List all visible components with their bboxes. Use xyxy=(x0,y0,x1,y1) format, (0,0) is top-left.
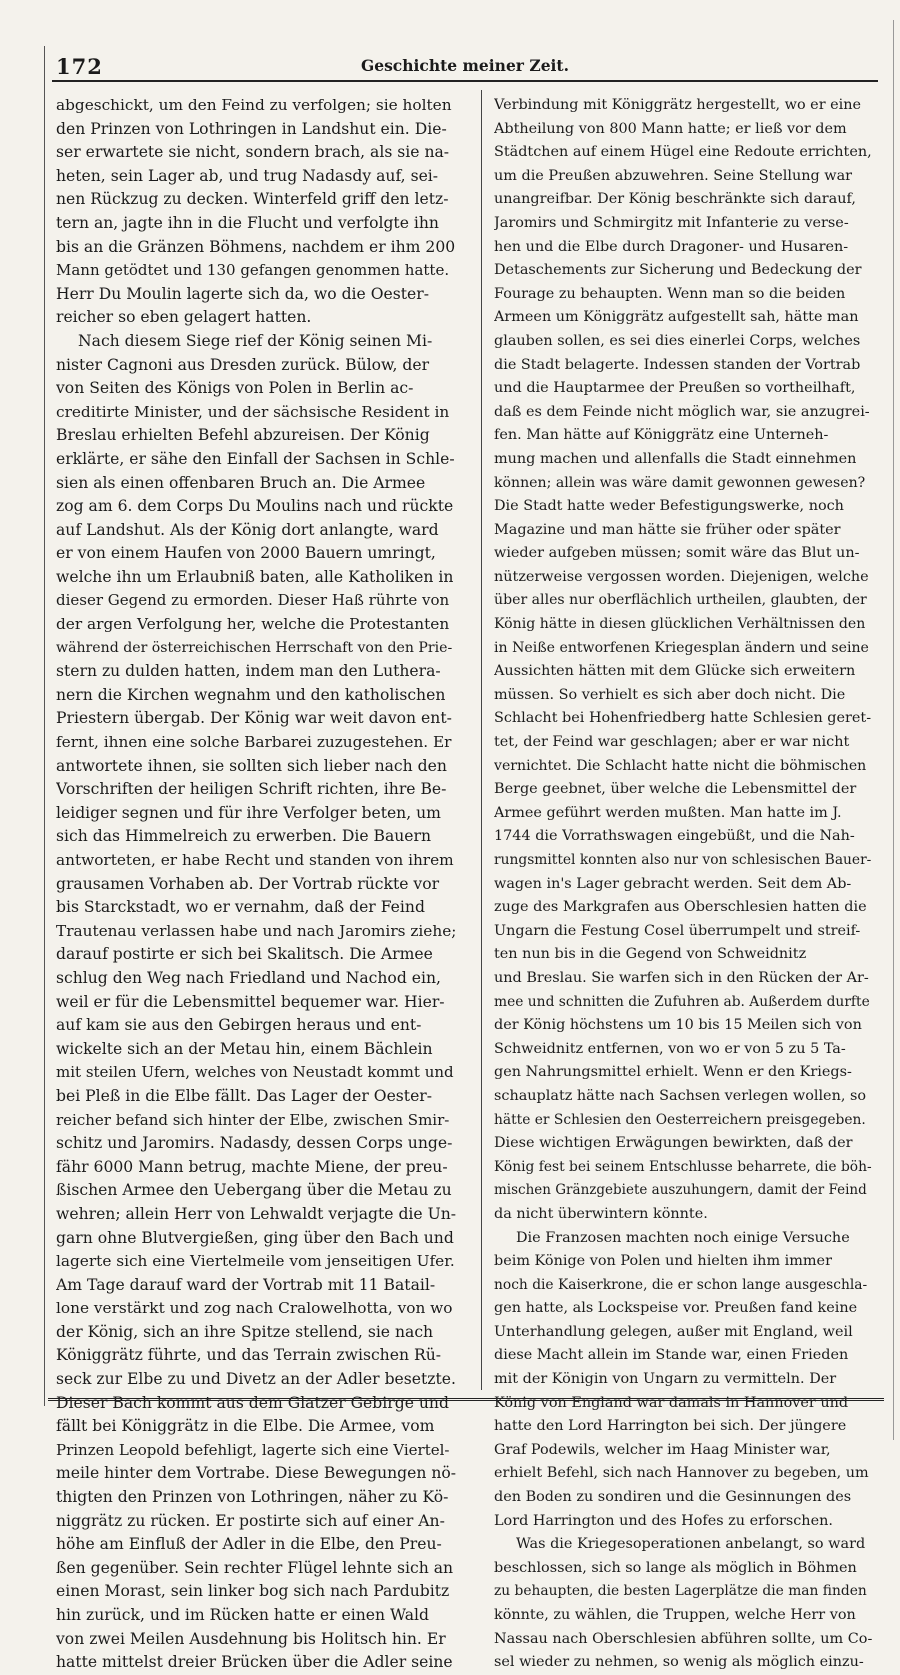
text-line: sien als einen offenbaren Bruch an. Die Armee xyxy=(56,473,426,492)
text-line: Abtheilung von 800 Mann hatte; er ließ vor dem xyxy=(494,120,847,137)
text-line: beim Könige von Polen und hielten ihm immer xyxy=(494,1253,832,1270)
text-line: Mann getödtet und 130 gefangen genommen hatte. xyxy=(56,261,450,280)
text-line: Herr Du Moulin lagerte sich da, wo die Oester- xyxy=(56,284,429,303)
text-line: noch die Kaiserkrone, die er schon lange ausgeschla- xyxy=(494,1276,868,1293)
text-line: Nassau nach Oberschlesien abführen sollte, um Co- xyxy=(494,1630,872,1647)
text-line: vernichtet. Die Schlacht hatte nicht die böhmischen xyxy=(494,757,867,774)
text-line: lone verstärkt und zog nach Cralowelhotta, von wo xyxy=(56,1299,453,1318)
text-line: Schlacht bei Hohenfriedberg hatte Schlesien geret- xyxy=(494,710,872,727)
text-line: den Boden zu sondiren und die Gesinnungen des xyxy=(494,1489,852,1506)
text-line: fällt bei Königgrätz in die Elbe. Die Armee, vom xyxy=(56,1417,435,1436)
text-line: Magazine und man hätte sie früher oder später xyxy=(494,521,841,538)
text-line: König von England war damals in Hannover und xyxy=(494,1394,849,1411)
text-line: daß es dem Feinde nicht möglich war, sie anzugrei- xyxy=(494,403,870,420)
text-line: hatte mittelst dreier Brücken über die Adler seine xyxy=(56,1653,453,1672)
text-line: nützerweise vergossen worden. Diejenigen, welche xyxy=(494,568,869,585)
text-line: Die Franzosen machten noch einige Versuche xyxy=(516,1229,850,1246)
text-line: diese Macht allein im Stande war, einen Frieden xyxy=(494,1347,849,1364)
text-line: tet, der Feind war geschlagen; aber er war nicht xyxy=(494,734,850,751)
text-line: zuge des Markgrafen aus Oberschlesien hatten die xyxy=(494,899,867,916)
left-column xyxy=(56,94,456,1675)
text-line: meile hinter dem Vortrabe. Diese Bewegungen nö- xyxy=(56,1464,456,1483)
text-line: auf kam sie aus den Gebirgen heraus und ent- xyxy=(56,1016,422,1035)
text-line: wehren; allein Herr von Lehwaldt verjagte die Un- xyxy=(56,1204,456,1223)
text-line: hin zurück, und im Rücken hatte er einen Wald xyxy=(56,1606,429,1624)
text-line: da nicht überwintern könnte. xyxy=(494,1205,708,1222)
text-line: dieser Gegend zu ermorden. Dieser Haß rührte von xyxy=(56,591,450,610)
text-line: ser erwartete sie nicht, sondern brach, als sie na- xyxy=(56,143,450,162)
text-line: auf Landshut. Als der König dort anlangte, ward xyxy=(56,520,439,539)
text-line: Unterhandlung gelegen, außer mit England, weil xyxy=(494,1323,853,1340)
text-line: Städtchen auf einem Hügel eine Redoute errichten, xyxy=(494,144,872,161)
text-line: fernt, ihnen eine solche Barbarei zuzugestehen. Er xyxy=(56,733,452,752)
bottom-rule xyxy=(48,1398,884,1401)
text-line: Graf Podewils, welcher im Haag Minister war, xyxy=(494,1441,831,1458)
text-line: schitz und Jaromirs. Nadasdy, dessen Corps unge- xyxy=(56,1134,453,1153)
text-line: Breslau erhielten Befehl abzureisen. Der König xyxy=(56,426,430,445)
text-line: fähr 6000 Mann betrug, machte Miene, der preu- xyxy=(56,1157,448,1176)
text-line: mee und schnitten die Zufuhren ab. Außerdem durfte xyxy=(494,993,870,1010)
text-line: fen. Man hätte auf Königgrätz eine Unterneh- xyxy=(494,427,829,444)
text-line: Dieser Bach kommt aus dem Glatzer Gebirge und xyxy=(56,1393,449,1412)
column-divider xyxy=(481,90,482,1390)
text-line: ten nun bis in die Gegend von Schweidnitz xyxy=(494,946,807,963)
text-line: gen hatte, als Lockspeise vor. Preußen fand keine xyxy=(494,1300,858,1317)
text-line: bis an die Gränzen Böhmens, nachdem er ihm 200 xyxy=(56,237,456,256)
text-line: Prinzen Leopold befehligt, lagerte sich eine Viertel- xyxy=(56,1440,450,1459)
text-line: Am Tage darauf ward der Vortrab mit 11 Batail- xyxy=(56,1275,436,1294)
text-line: um die Preußen abzuwehren. Seine Stellung war xyxy=(494,167,853,184)
text-line: zu behaupten, die besten Lagerplätze die man finden xyxy=(494,1583,867,1600)
text-line: König hätte in diesen glücklichen Verhältnissen den xyxy=(494,616,866,633)
text-line: der König höchstens um 10 bis 15 Meilen sich von xyxy=(494,1017,862,1034)
text-line: mischen Gränzgebiete auszuhungern, damit der Feind xyxy=(494,1182,867,1199)
text-line: Schweidnitz entfernen, von wo er von 5 zu 5 Ta- xyxy=(494,1040,846,1057)
text-line: König fest bei seinem Entschlusse beharrete, die böh- xyxy=(494,1158,872,1175)
text-line: Königgrätz führte, und das Terrain zwischen Rü- xyxy=(56,1346,442,1365)
text-line: schlug den Weg nach Friedland und Nachod ein, xyxy=(56,968,441,987)
text-line: Trautenau verlassen habe und nach Jaromirs ziehe; xyxy=(56,921,456,940)
text-line: Lord Harrington und des Hofes zu erforschen. xyxy=(494,1512,833,1529)
text-line: creditirte Minister, und der sächsische Resident in xyxy=(56,402,450,421)
text-line: mung machen und allenfalls die Stadt einnehmen xyxy=(494,450,857,467)
text-line: weil er für die Lebensmittel bequemer war. Hier- xyxy=(56,992,445,1011)
text-line: bei Pleß in die Elbe fällt. Das Lager der Oester- xyxy=(56,1086,433,1105)
text-line: nen Rückzug zu decken. Winterfeld griff den letz- xyxy=(56,190,449,209)
text-line: Aussichten hätten mit dem Glücke sich erweitern xyxy=(494,663,856,680)
text-line: Diese wichtigen Erwägungen bewirkten, daß der xyxy=(494,1135,853,1152)
text-line: und die Hauptarmee der Preußen so vortheilhaft, xyxy=(494,380,856,397)
text-line: müssen. So verhielt es sich aber doch nicht. Die xyxy=(494,686,846,703)
text-line: Was die Kriegesoperationen anbelangt, so ward xyxy=(516,1536,866,1553)
text-line: Berge geebnet, über welche die Lebensmittel der xyxy=(494,781,857,798)
text-line: stern zu dulden hatten, indem man den Luthera- xyxy=(56,662,441,681)
text-line: bis Starckstadt, wo er vernahm, daß der Feind xyxy=(56,898,425,917)
page-header xyxy=(52,44,878,82)
text-line: Armeen um Königgrätz aufgestellt sah, hätte man xyxy=(494,309,859,326)
text-line: der König, sich an ihre Spitze stellend, sie nach xyxy=(56,1322,434,1341)
text-line: gen Nahrungsmittel erhielt. Wenn er den Kriegs- xyxy=(494,1064,852,1081)
text-line: reicher befand sich hinter der Elbe, zwischen Smir- xyxy=(56,1110,450,1129)
text-line: hatte den Lord Harrington bei sich. Der jüngere xyxy=(494,1418,847,1435)
text-line: in Neiße entworfenen Kriegesplan ändern und seine xyxy=(494,639,869,656)
running-title: Geschichte meiner Zeit. xyxy=(360,56,569,75)
text-line: darauf postirte er sich bei Skalitsch. Die Armee xyxy=(56,945,433,964)
text-line: mit steilen Ufern, welches von Neustadt kommt und xyxy=(56,1063,454,1082)
text-line: Verbindung mit Königgrätz hergestellt, wo er eine xyxy=(494,97,862,113)
text-line: ßischen Armee den Uebergang über die Metau zu xyxy=(56,1181,452,1200)
text-line: leidiger segnen und für ihre Verfolger beten, um xyxy=(56,803,441,822)
text-line: thigten den Prinzen von Lothringen, näher zu Kö- xyxy=(56,1488,449,1507)
text-line: höhe am Einfluß der Adler in die Elbe, den Preu- xyxy=(56,1535,442,1554)
text-line: können; allein was wäre damit gewonnen gewesen? xyxy=(494,474,866,491)
text-line: von zwei Meilen Ausdehnung bis Holitsch hin. Er xyxy=(56,1629,446,1648)
text-line: erklärte, er sähe den Einfall der Sachsen in Schle- xyxy=(56,449,455,468)
page-edge xyxy=(893,20,894,1440)
text-line: mit der Königin von Ungarn zu vermitteln. Der xyxy=(494,1371,837,1388)
text-line: antwortete ihnen, sie sollten sich lieber nach den xyxy=(56,756,447,775)
text-line: rungsmittel konnten also nur von schlesischen Bauer- xyxy=(494,852,872,868)
text-line: 1744 die Vorrathswagen eingebüßt, und die Nah- xyxy=(494,828,855,845)
text-line: sich das Himmelreich zu erwerben. Die Bauern xyxy=(56,827,432,846)
text-line: der argen Verfolgung her, welche die Protestanten xyxy=(56,615,450,634)
text-line: Detaschements zur Sicherung und Bedeckung der xyxy=(494,262,862,279)
text-line: schauplatz hätte nach Sachsen verlegen wollen, so xyxy=(494,1087,867,1104)
text-line: tern an, jagte ihn in die Flucht und verfolgte ihn xyxy=(56,213,439,232)
text-line: niggrätz zu rücken. Er postirte sich auf einer An- xyxy=(56,1511,445,1530)
text-line: reicher so eben gelagert hatten. xyxy=(56,308,312,327)
text-line: abgeschickt, um den Feind zu verfolgen; sie holten xyxy=(56,96,452,114)
text-line: Die Stadt hatte weder Befestigungswerke, noch xyxy=(494,498,844,515)
text-line: ßen gegenüber. Sein rechter Flügel lehnte sich an xyxy=(56,1558,454,1577)
text-line: Fourage zu behaupten. Wenn man so die beiden xyxy=(494,285,846,302)
text-line: Priestern übergab. Der König war weit davon ent- xyxy=(56,709,452,728)
text-line: und Breslau. Sie warfen sich in den Rücken der Ar- xyxy=(494,969,869,986)
text-line: einen Morast, sein linker bog sich nach Pardubitz xyxy=(56,1582,450,1601)
text-line: nern die Kirchen wegnahm und den katholischen xyxy=(56,685,446,704)
text-line: hätte er Schlesien den Oesterreichern preisgegeben. xyxy=(494,1111,866,1128)
text-line: zog am 6. dem Corps Du Moulins nach und rückte xyxy=(56,497,454,516)
text-line: glauben sollen, es sei dies einerlei Corps, welches xyxy=(494,332,861,349)
text-line: seck zur Elbe zu und Divetz an der Adler besetzte. xyxy=(56,1370,456,1389)
text-line: grausamen Vorhaben ab. Der Vortrab rückte vor xyxy=(56,874,440,893)
text-line: heten, sein Lager ab, und trug Nadasdy auf, sei- xyxy=(56,166,439,185)
text-line: antworteten, er habe Recht und standen von ihrem xyxy=(56,851,454,869)
text-line: Nach diesem Siege rief der König seinen Mi- xyxy=(78,331,433,350)
text-line: Ungarn die Festung Cosel überrumpelt und streif- xyxy=(494,922,861,939)
text-line: von Seiten des Königs von Polen in Berlin ac- xyxy=(56,379,414,398)
text-line: könnte, zu wählen, die Truppen, welche Herr von xyxy=(494,1607,856,1623)
text-line: wickelte sich an der Metau hin, einem Bächlein xyxy=(56,1039,433,1058)
text-line: unangreifbar. Der König beschränkte sich darauf, xyxy=(494,191,856,208)
right-column xyxy=(494,94,872,1675)
text-line: Jaromirs und Schmirgitz mit Infanterie zu verse- xyxy=(494,214,849,231)
text-line: während der österreichischen Herrschaft von den Prie- xyxy=(56,639,453,656)
text-line: wieder aufgeben müssen; somit wäre das Blut un- xyxy=(494,545,860,562)
text-line: welche ihn um Erlaubniß baten, alle Katholiken in xyxy=(56,567,454,586)
text-line: nister Cagnoni aus Dresden zurück. Bülow, der xyxy=(56,355,430,374)
text-line: lagerte sich eine Viertelmeile vom jenseitigen Ufer. xyxy=(56,1252,455,1271)
text-line: wagen in's Lager gebracht werden. Seit dem Ab- xyxy=(494,875,852,892)
text-line: er von einem Haufen von 2000 Bauern umringt, xyxy=(56,544,436,563)
text-line: den Prinzen von Lothringen in Landshut ein. Die- xyxy=(56,119,447,138)
text-line: die Stadt belagerte. Indessen standen der Vortrab xyxy=(494,356,861,373)
page-number: 172 xyxy=(56,54,103,79)
text-line: Armee geführt werden mußten. Man hatte im J. xyxy=(494,804,842,821)
text-line: garn ohne Blutvergießen, ging über den Bach und xyxy=(56,1228,454,1247)
text-line: über alles nur oberflächlich urtheilen, glaubten, der xyxy=(494,592,867,609)
text-line: beschlossen, sich so lange als möglich in Böhmen xyxy=(494,1559,857,1576)
text-line: hen und die Elbe durch Dragoner- und Husaren- xyxy=(494,238,849,255)
text-line: sel wieder zu nehmen, so wenig als möglich einzu- xyxy=(494,1654,864,1671)
text-line: erhielt Befehl, sich nach Hannover zu begeben, um xyxy=(494,1465,869,1482)
text-line: Vorschriften der heiligen Schrift richten, ihre Be- xyxy=(56,780,447,799)
